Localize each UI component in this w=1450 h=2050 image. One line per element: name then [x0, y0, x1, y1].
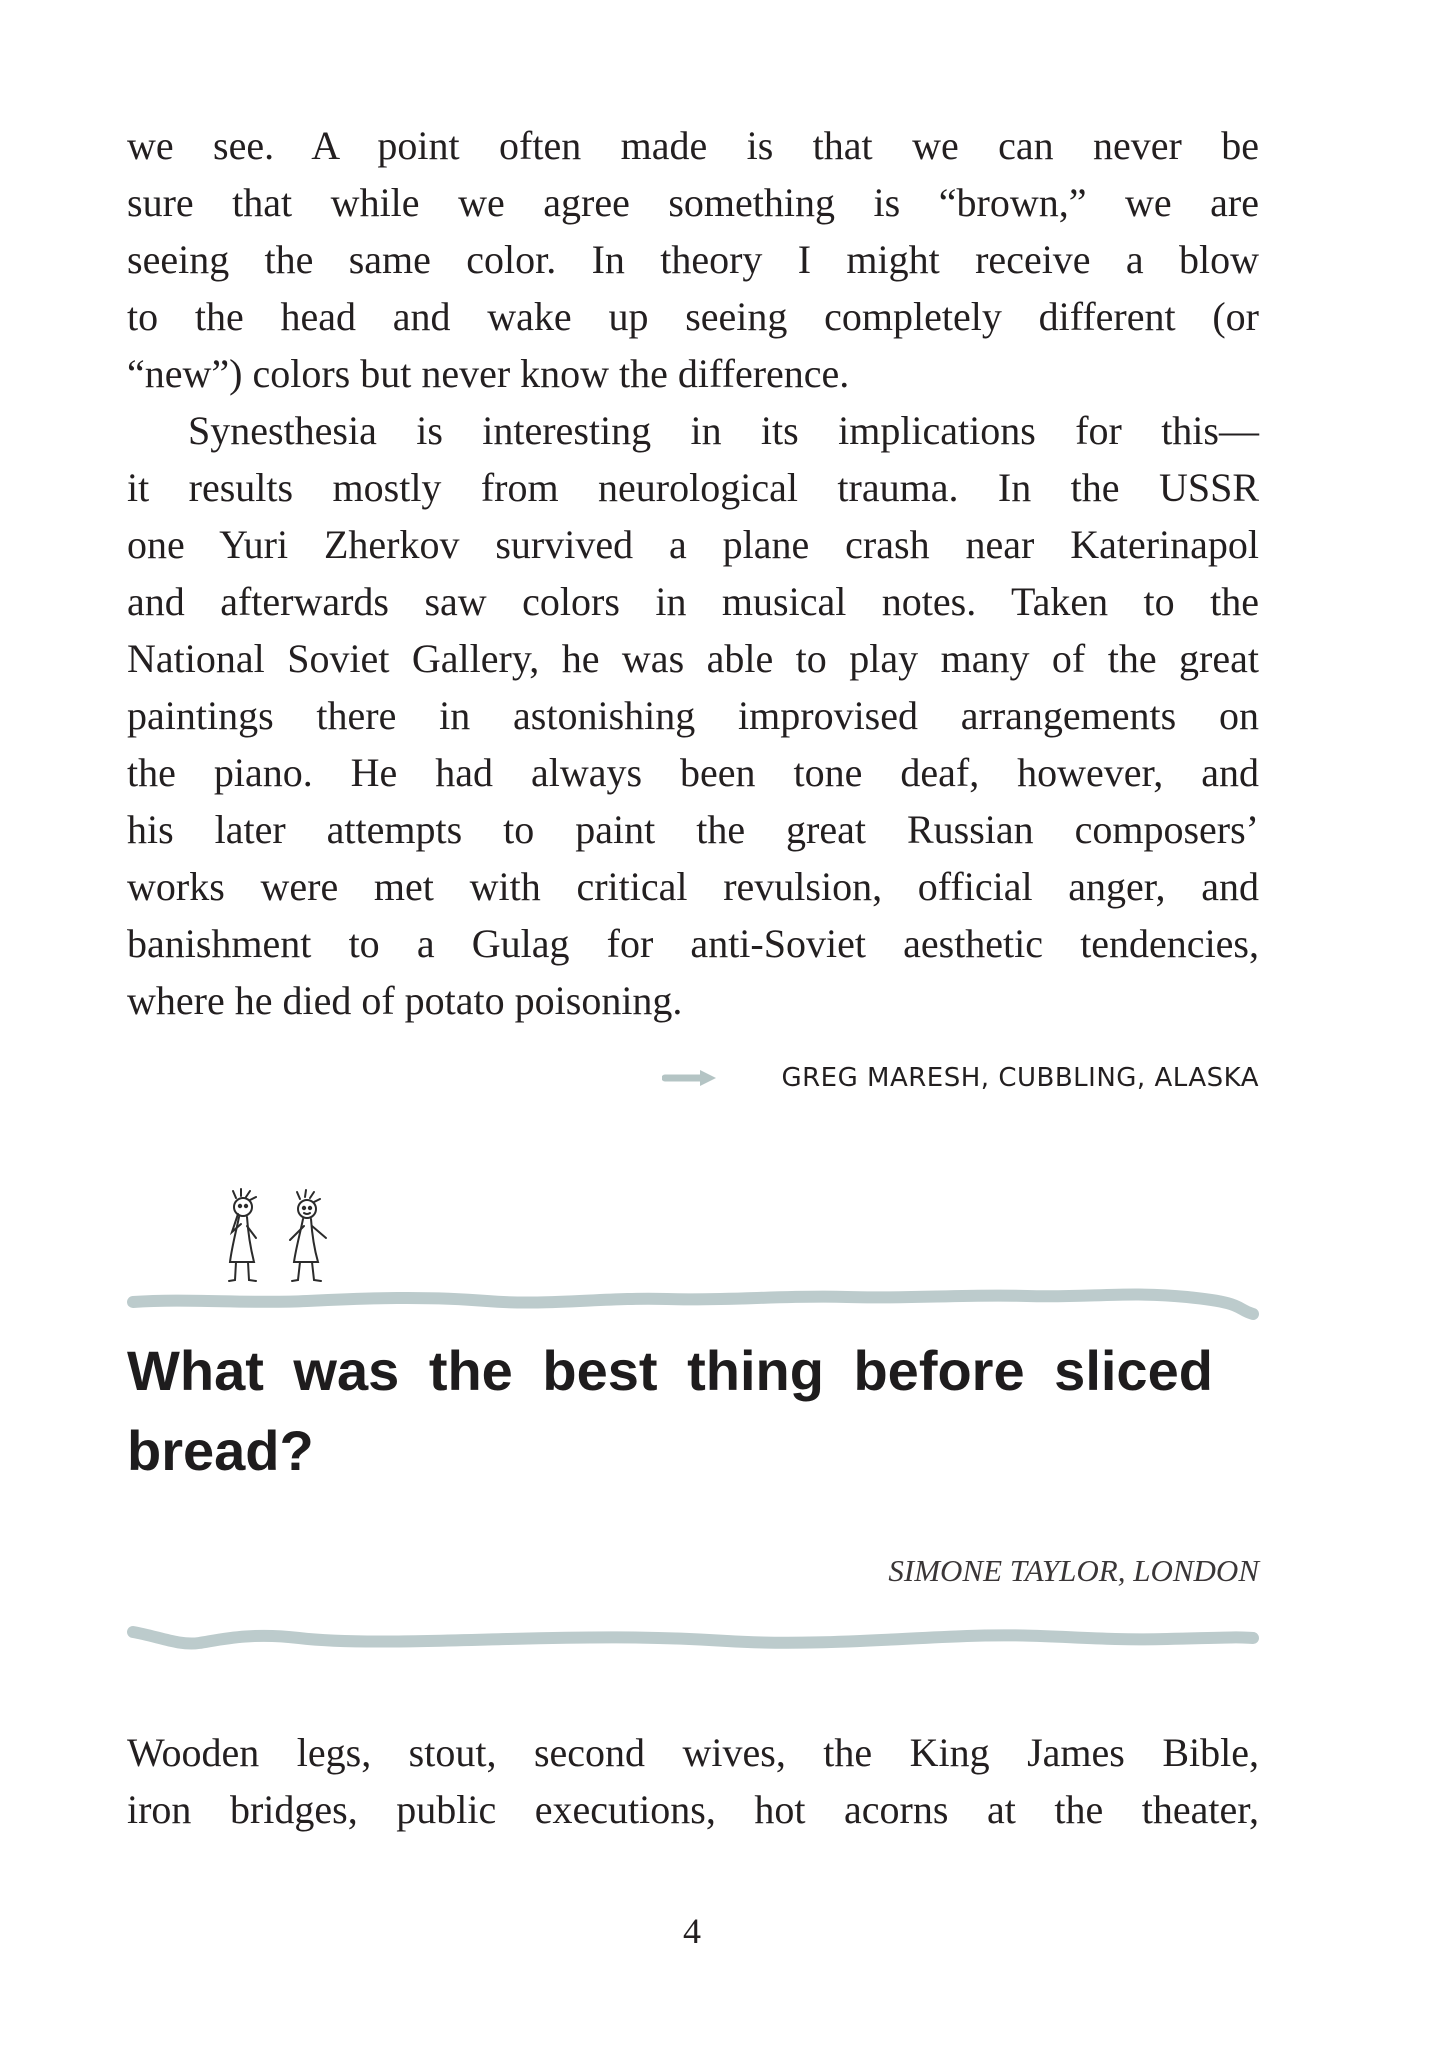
text-line: works were met with critical revulsion, official anger, and — [127, 864, 1259, 909]
text-line: Wooden legs, stout, second wives, the King James Bible, — [127, 1730, 1259, 1775]
text-line: National Soviet Gallery, he was able to play many of the great — [127, 636, 1259, 681]
stick-figure — [229, 1189, 256, 1281]
text-line: one Yuri Zherkov survived a plane crash near Katerinapol — [127, 522, 1259, 567]
text-line: “new”) colors but never know the difference. — [127, 351, 850, 396]
page-number: 4 — [683, 1911, 701, 1951]
wave-divider — [127, 1616, 1259, 1662]
text-line: iron bridges, public executions, hot acorns at the theater, — [127, 1787, 1259, 1832]
text-line: paintings there in astonishing improvised arrangements on — [127, 693, 1259, 738]
stick-figures-illustration — [214, 1188, 350, 1290]
text-line: his later attempts to paint the great Russian composers’ — [127, 807, 1259, 852]
text-line: sure that while we agree something is “brown,” we are — [127, 180, 1259, 225]
text-line: and afterwards saw colors in musical notes. Taken to the — [127, 579, 1259, 624]
text-line: we see. A point often made is that we can never be — [127, 123, 1259, 168]
stick-figure — [290, 1190, 326, 1281]
text-line: to the head and wake up seeing completely different (or — [127, 294, 1259, 339]
paragraph — [127, 117, 1259, 402]
answer-attribution: GREG MARESH, CUBBLING, ALASKA — [781, 1063, 1259, 1093]
text-line: it results mostly from neurological trauma. In the USSR — [127, 465, 1259, 510]
paragraph — [127, 402, 1259, 1029]
text-line: banishment to a Gulag for anti-Soviet aesthetic tendencies, — [127, 921, 1259, 966]
text-line: seeing the same color. In theory I might receive a blow — [127, 237, 1259, 282]
text-line: the piano. He had always been tone deaf, however, and — [127, 750, 1259, 795]
wave-divider — [127, 1278, 1259, 1324]
text-line: where he died of potato poisoning. — [127, 978, 683, 1023]
article-body — [127, 117, 1259, 1029]
question-asker: SIMONE TAYLOR, LONDON — [888, 1553, 1259, 1588]
answer-body — [127, 1724, 1259, 1838]
text-line: Synesthesia is interesting in its implications for this— — [188, 408, 1259, 453]
question-heading: What was the best thing before sliced bread? — [127, 1339, 1213, 1482]
